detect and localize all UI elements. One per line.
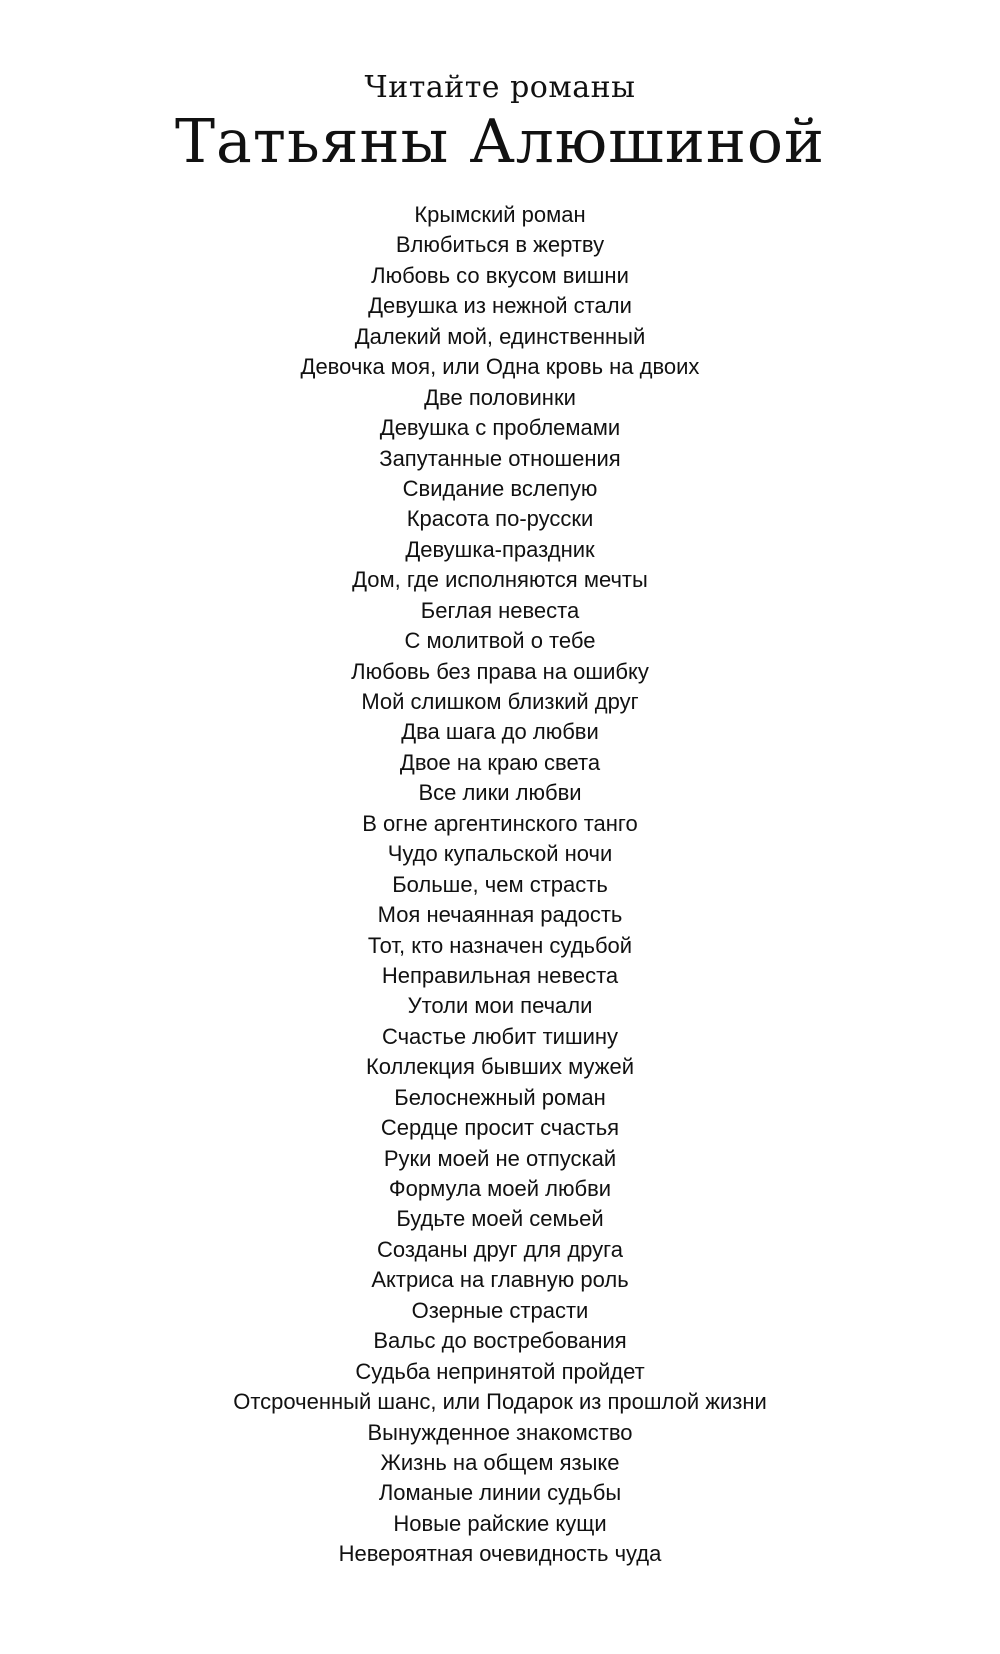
book-title: Неправильная невеста [381,962,619,988]
book-title: Невероятная очевидность чуда [338,1541,662,1567]
book-title: Судьба непринятой пройдет [355,1358,645,1384]
book-title: Новые райские кущи [393,1510,607,1536]
book-title: Свидание вслепую [402,475,598,501]
book-title: Красота по-русски [406,506,594,532]
book-title: Счастье любит тишину [381,1023,619,1049]
book-title: Девушка-праздник [405,536,595,562]
book-title: Моя нечаянная радость [377,902,623,928]
book-title: Далекий мой, единственный [354,323,646,349]
book-title: Девочка моя, или Одна кровь на двоих [300,354,700,380]
book-title-list [0,200,1000,1570]
book-title: Девушка с проблемами [379,415,621,441]
book-title: Белоснежный роман [394,1084,606,1110]
book-title: Тот, кто назначен судьбой [367,932,633,958]
book-title: Все лики любви [418,780,582,806]
book-title: Сердце просит счастья [380,1115,620,1141]
book-title: Запутанные отношения [379,445,621,471]
book-title: С молитвой о тебе [404,628,596,654]
book-title: Утоли мои печали [407,993,593,1019]
book-title: Любовь со вкусом вишни [371,262,629,288]
book-title: Формула моей любви [388,1176,612,1201]
book-title: Двое на краю света [399,749,601,775]
book-title: Беглая невеста [420,597,580,623]
book-title: Влюбиться в жертву [395,232,605,258]
book-title: Коллекция бывших мужей [365,1054,635,1080]
book-title: Отсроченный шанс, или Подарок из прошлой жизни [233,1389,767,1415]
book-title: Ломаные линии судьбы [378,1480,622,1506]
page-subtitle: Читайте романы [364,70,636,105]
book-title: Дом, где исполняются мечты [352,567,648,593]
book-title: Мой слишком близкий друг [361,689,639,714]
book-title: Вальс до востребования [373,1328,627,1354]
book-title: В огне аргентинского танго [362,810,638,836]
book-title: Две половинки [424,384,576,410]
page-title: Татьяны Алюшиной [175,107,825,177]
book-title: Жизнь на общем языке [380,1449,620,1475]
book-title: Будьте моей семьей [396,1206,604,1232]
book-title: Два шага до любви [401,719,599,745]
book-title: Актриса на главную роль [371,1267,629,1293]
book-title: Крымский роман [414,202,586,227]
book-title: Руки моей не отпускай [383,1145,617,1171]
book-title: Озерные страсти [411,1297,589,1323]
book-title: Девушка из нежной стали [368,293,632,319]
book-title: Больше, чем страсть [392,871,608,897]
book-title: Чудо купальской ночи [387,841,613,867]
book-title: Созданы друг для друга [377,1236,623,1262]
book-title: Вынужденное знакомство [367,1419,633,1445]
book-title: Любовь без права на ошибку [351,658,649,684]
